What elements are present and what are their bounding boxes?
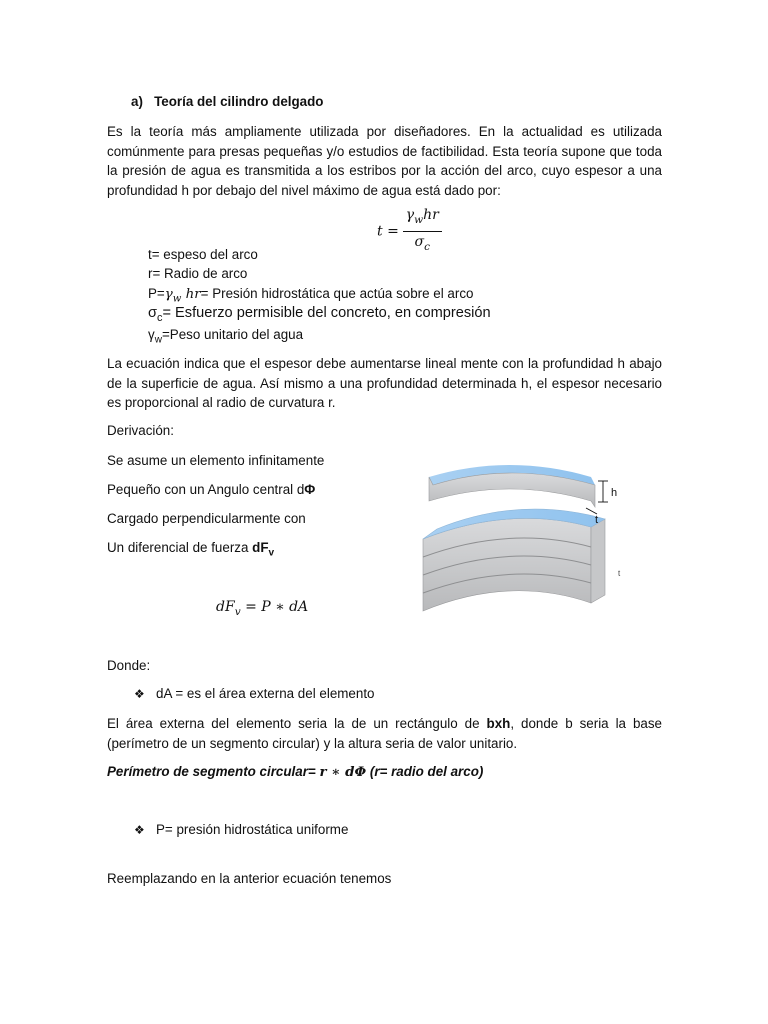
bullet-item-da: ❖ dA = es el área externa del elemento	[134, 684, 375, 705]
definition-gamma: $\gamma_w=Peso$ unitario del agua	[148, 327, 304, 346]
perimetro-line: Perímetro de segmento circular= r ∗ dΦ (r= radio del arco)	[107, 764, 484, 780]
definition-sigma: $\sigma_c=$ Esfuerzo permisible del concreto, en compresión	[148, 305, 491, 324]
dimension-h-label: h	[611, 487, 618, 499]
derivation-line4: Un diferencial de fuerza $dF_v$	[107, 540, 275, 559]
arch-stack	[423, 509, 605, 611]
heading-title: Teoría del cilindro delgado	[154, 94, 324, 109]
intro-paragraph: Es la teoría más ampliamente utilizada por diseñadores. En la actualidad es utilizada comúnmente para presas pequeñas y/o estudios de factibilidad. Esta teoría supone que toda la presión de agua es transmitida a los estribos por la acción del arco, cuyo espesor a una profundidad h por debajo del nivel máximo de agua está dado por:	[107, 124, 662, 198]
donde-label: Donde:	[107, 658, 151, 673]
definition-r: r= Radio de arco	[148, 266, 248, 281]
formula1-fraction: $\frac{\gamma_whr}{\sigma_c}$	[403, 206, 442, 258]
diamond-bullet-icon: ❖	[134, 687, 145, 701]
dimension-t-label: t	[595, 514, 599, 526]
definition-p: $P=\gamma_w$ hr= Presión hidrostática que actúa sobre el arco	[148, 286, 474, 305]
bullet-item-p: ❖ P= presión hidrostática uniforme	[134, 820, 348, 841]
reemplazando-line: Reemplazando en la anterior ecuación tenemos	[107, 871, 392, 886]
paragraph-espesor: La ecuación indica que el espesor debe aumentarse lineal mente con la profundidad h abajo de la superficie de agua. Así mismo a una profundidad determinada h, el espesor necesario es proporcional al radio de curvatura r.	[107, 356, 662, 410]
definition-t: t= espeso del arco	[148, 247, 258, 262]
force-formula: $dF_v = P$ ∗ dA	[216, 599, 309, 618]
stray-t-label: t	[618, 569, 621, 578]
paragraph-area: El área externa del elemento seria la de un rectángulo de bxh, donde b seria la base (perímetro de un segmento circular) y la altura seria de valor unitario.	[107, 716, 662, 751]
arch-segments-figure	[415, 445, 635, 615]
diamond-bullet-icon: ❖	[134, 823, 145, 837]
derivation-line3: Cargado perpendicularmente con	[107, 511, 306, 526]
derivation-title: Derivación:	[107, 423, 174, 438]
section-heading	[131, 92, 323, 112]
heading-marker: a)	[131, 94, 143, 109]
derivation-line2: Pequeño con un Angulo central dΦ	[107, 482, 316, 497]
thickness-formula	[377, 206, 442, 258]
derivation-line1: Se asume un elemento infinitamente	[107, 453, 325, 468]
formula1-lhs: t =	[377, 223, 399, 240]
